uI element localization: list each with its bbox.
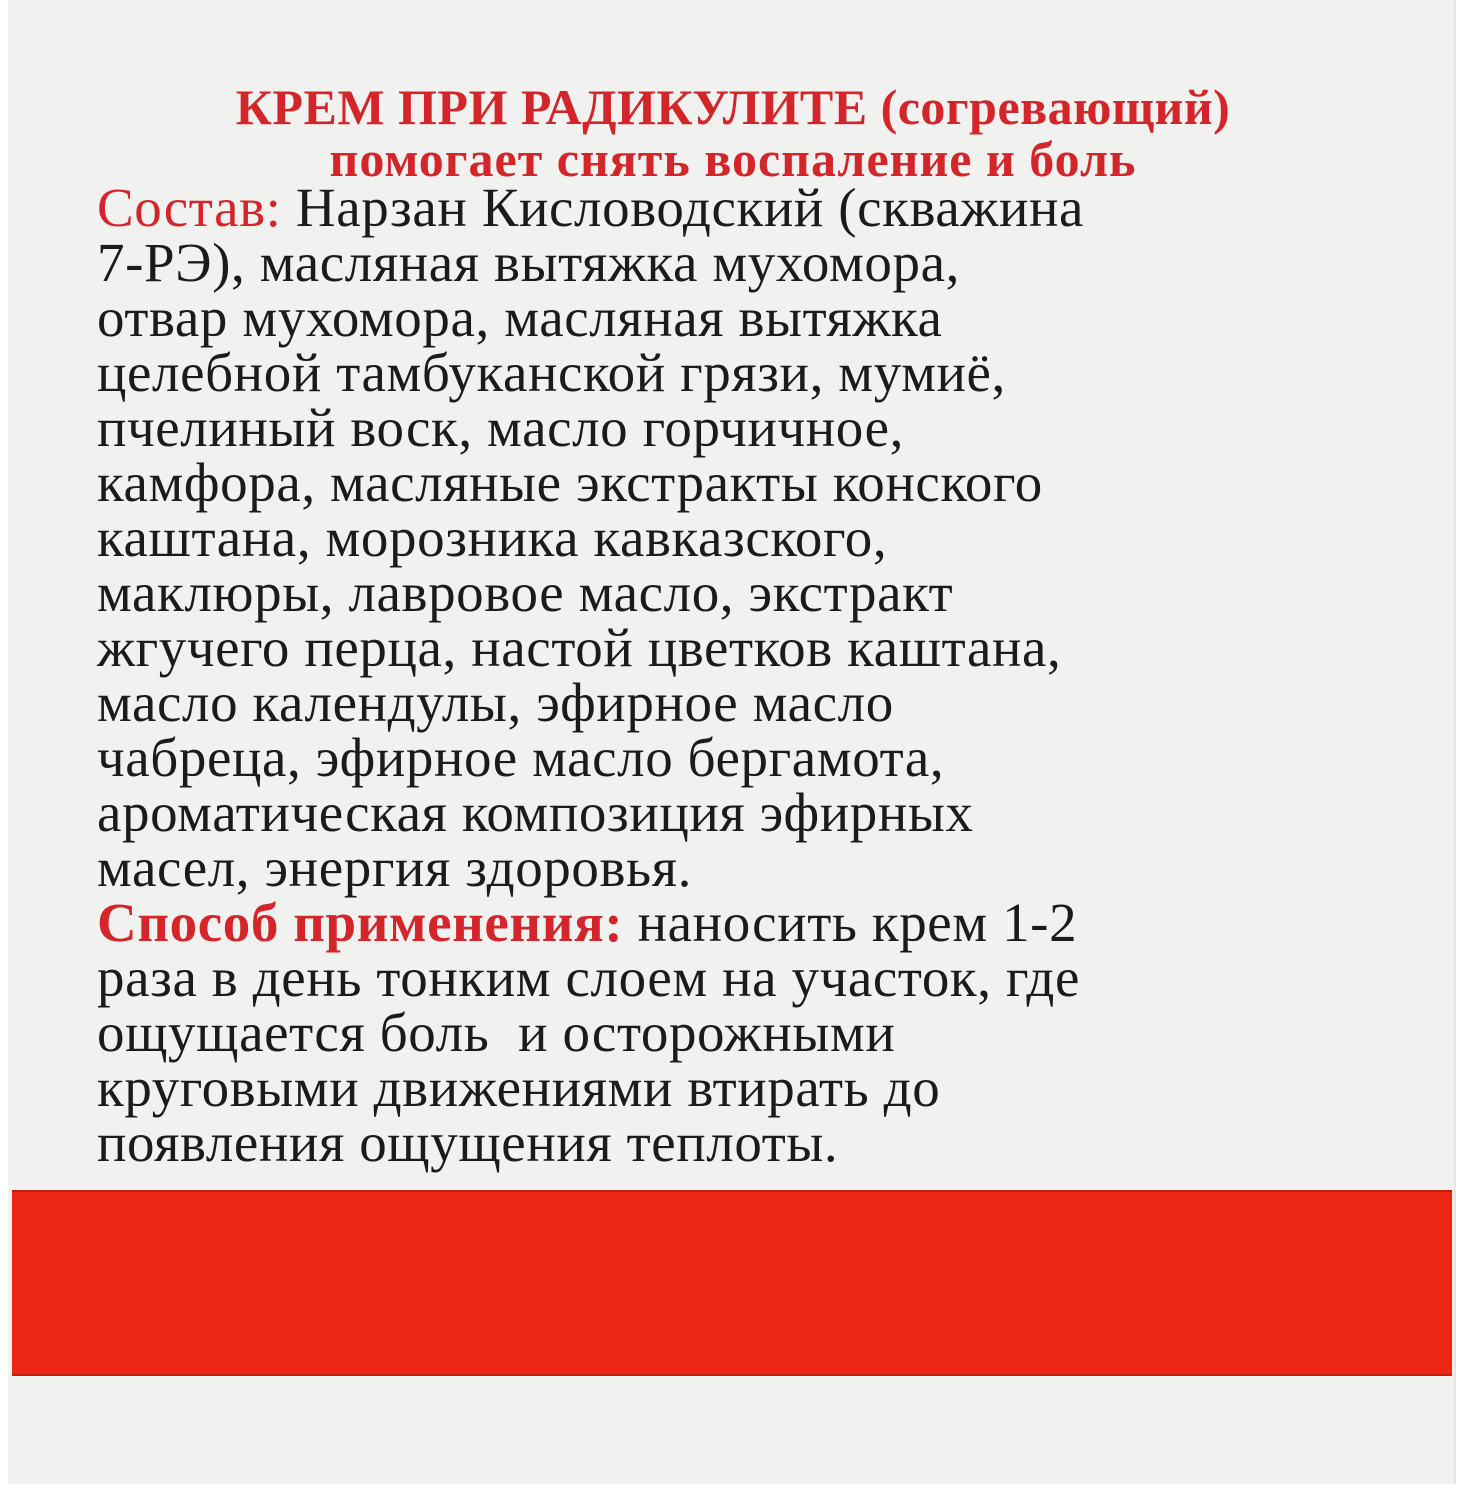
composition-line: чабреца, эфирное масло бергамота, [97, 727, 945, 788]
composition-line: жгучего перца, настой цветков каштана, [97, 617, 1062, 678]
composition-line: ароматическая композиция эфирных [97, 782, 974, 843]
usage-line: ощущается боль и осторожными [97, 1002, 896, 1063]
composition-line: масло календулы, эфирное масло [97, 672, 894, 733]
composition-text: Нарзан Кисловодский (скважина [295, 177, 1085, 238]
composition-line [97, 177, 1437, 238]
usage-line: круговыми движениями втирать до [97, 1057, 941, 1118]
product-title: КРЕМ ПРИ РАДИКУЛИТЕ (согревающий) [235, 79, 1231, 135]
red-stripe [12, 1190, 1452, 1376]
composition-line: пчелиный воск, масло горчичное, [97, 397, 904, 458]
composition-line: отвар мухомора, масляная вытяжка [97, 287, 943, 348]
usage-text: наносить крем 1-2 [637, 892, 1078, 953]
composition-line: каштана, морозника кавказского, [97, 507, 888, 568]
product-subtitle: помогает снять воспаление и боль [329, 131, 1137, 187]
composition-line: масел, энергия здоровья. [97, 837, 692, 898]
composition-line: целебной тамбуканской грязи, мумиё, [97, 342, 1006, 403]
usage-line: появления ощущения теплоты. [97, 1112, 839, 1173]
usage-line [97, 892, 1437, 953]
label-text [97, 177, 1437, 1173]
composition-line: камфора, масляные экстракты конского [97, 452, 1043, 513]
usage-label: Способ применения: [97, 892, 624, 953]
composition-line: 7-РЭ), масляная вытяжка мухомора, [97, 232, 960, 293]
composition-label: Состав: [97, 177, 282, 238]
composition-line: маклюры, лавровое масло, экстракт [97, 562, 954, 623]
usage-line: раза в день тонким слоем на участок, где [97, 947, 1080, 1008]
